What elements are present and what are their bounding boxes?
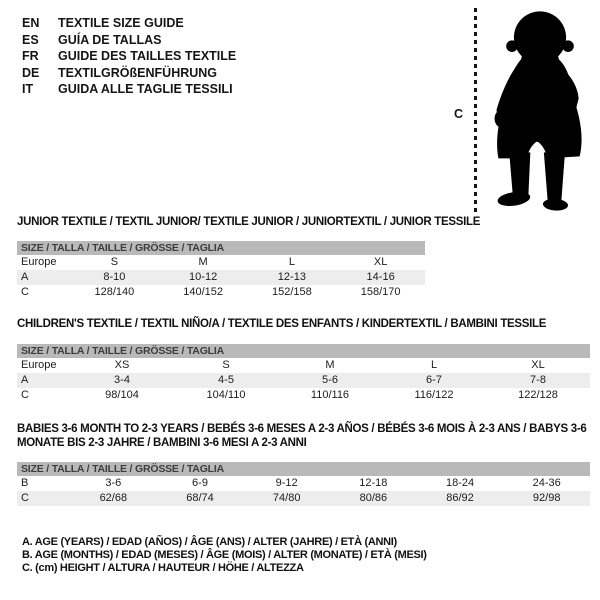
table-row (17, 476, 590, 491)
table-row (17, 373, 590, 388)
row-label: A (21, 271, 29, 283)
lang-code: FR (22, 49, 39, 63)
size-value: S (110, 256, 119, 268)
lang-title: TEXTILE SIZE GUIDE (58, 16, 184, 30)
legend-line-b: B. AGE (MONTHS) / EDAD (MESES) / ÂGE (MOIS) / ALTER (MONATE) / ETÀ (MESI) (22, 549, 427, 561)
size-value: 8-10 (103, 271, 126, 283)
section-title-babies: BABIES 3-6 MONTH TO 2-3 YEARS / BEBÉS 3-6 MESES A 2-3 AÑOS / BÉBÉS 3-6 MOIS À 2-3 ANS / BABYS 3-6 MONATE BIS 2-3 JAHRE / BAMBINI 3-6 MESI A 2-3 ANNI (17, 423, 587, 449)
size-value: 86/92 (446, 492, 474, 504)
size-value: 116/122 (414, 389, 454, 401)
size-value: S (222, 359, 230, 371)
size-value: 4-5 (218, 374, 234, 386)
height-measure-label: C (454, 107, 464, 121)
legend-line-c: C. (cm) HEIGHT / ALTURA / HAUTEUR / HÖHE / ALTEZZA (22, 562, 304, 574)
table-row (17, 270, 425, 285)
size-value: 18-24 (445, 477, 475, 489)
lang-code: EN (22, 16, 40, 30)
size-value: 74/80 (272, 492, 301, 504)
table-body (17, 358, 590, 403)
table-row (17, 358, 590, 373)
size-value: 6-9 (192, 477, 208, 489)
table-body (17, 476, 590, 506)
table-row (17, 285, 425, 300)
row-label: A (21, 374, 29, 386)
size-value: 80/86 (359, 492, 388, 504)
size-value: 122/128 (518, 389, 558, 401)
size-value: 6-7 (426, 374, 442, 386)
size-value: 10-12 (189, 271, 218, 283)
size-value: L (430, 359, 438, 371)
section-title-junior: JUNIOR TEXTILE / TEXTIL JUNIOR/ TEXTILE JUNIOR / JUNIORTEXTIL / JUNIOR TESSILE (17, 216, 481, 228)
size-value: 104/110 (206, 389, 246, 401)
size-value: 3-4 (114, 374, 130, 386)
lang-title: GUÍA DE TALLAS (58, 32, 162, 47)
lang-line-it (22, 81, 236, 98)
size-header-bar: SIZE / TALLA / TAILLE / GRÖSSE / TAGLIA (17, 344, 590, 358)
size-value: 158/170 (360, 286, 401, 298)
lang-line-de (22, 65, 236, 82)
row-label: C (21, 389, 29, 401)
children-size-table (17, 344, 590, 403)
size-header-bar: SIZE / TALLA / TAILLE / GRÖSSE / TAGLIA (17, 241, 425, 255)
legend (22, 536, 427, 575)
section-title-children: CHILDREN'S TEXTILE / TEXTIL NIÑO/A / TEXTILE DES ENFANTS / KINDERTEXTIL / BAMBINI TESSILE (17, 318, 547, 330)
legend-line-a: A. AGE (YEARS) / EDAD (AÑOS) / ÂGE (ANS) / ALTER (JAHRE) / ETÀ (ANNI) (22, 536, 397, 548)
size-value: M (198, 256, 208, 268)
size-value: 140/152 (183, 286, 223, 298)
lang-title: GUIDE DES TAILLES TEXTILE (58, 49, 237, 63)
size-value: 3-6 (105, 477, 122, 489)
size-value: 24-36 (532, 477, 561, 489)
height-measure-line (474, 8, 477, 212)
row-label: B (21, 477, 29, 489)
lang-code: DE (22, 65, 40, 80)
lang-code: ES (22, 32, 39, 47)
size-value: 62/68 (99, 492, 128, 504)
size-value: L (288, 256, 295, 268)
size-value: 7-8 (530, 374, 546, 386)
lang-line-es (22, 32, 236, 49)
baby-silhouette-icon (482, 4, 598, 215)
size-value: 9-12 (275, 477, 298, 489)
size-header-bar: SIZE / TALLA / TAILLE / GRÖSSE / TAGLIA (17, 462, 590, 476)
table-row (17, 491, 590, 506)
size-value: M (325, 359, 335, 371)
lang-line-en (22, 15, 236, 32)
size-value: 12-13 (277, 271, 306, 283)
lang-title: GUIDA ALLE TAGLIE TESSILI (58, 82, 233, 96)
row-label: Europe (21, 359, 57, 371)
size-value: 110/116 (310, 389, 350, 401)
babies-size-table (17, 462, 590, 506)
size-value: XS (114, 359, 130, 371)
size-value: XL (531, 359, 545, 371)
size-value: 128/140 (94, 286, 135, 298)
size-value: 14-16 (366, 271, 395, 283)
size-value: 98/104 (105, 389, 139, 401)
lang-code: IT (22, 82, 34, 96)
row-label: C (21, 286, 29, 298)
size-value: 12-18 (359, 477, 388, 489)
size-value: 68/74 (186, 492, 214, 504)
row-label: Europe (21, 256, 57, 268)
table-body (17, 255, 425, 300)
size-value: 5-6 (322, 374, 338, 386)
lang-title: TEXTILGRÖßENFÜHRUNG (58, 65, 218, 80)
row-label: C (21, 492, 29, 504)
table-row (17, 255, 425, 270)
junior-size-table (17, 241, 425, 300)
size-value: 152/158 (271, 286, 312, 298)
table-row (17, 388, 590, 403)
size-value: XL (373, 256, 388, 268)
lang-line-fr (22, 48, 236, 65)
size-value: 92/98 (532, 492, 561, 504)
language-header (22, 15, 236, 98)
